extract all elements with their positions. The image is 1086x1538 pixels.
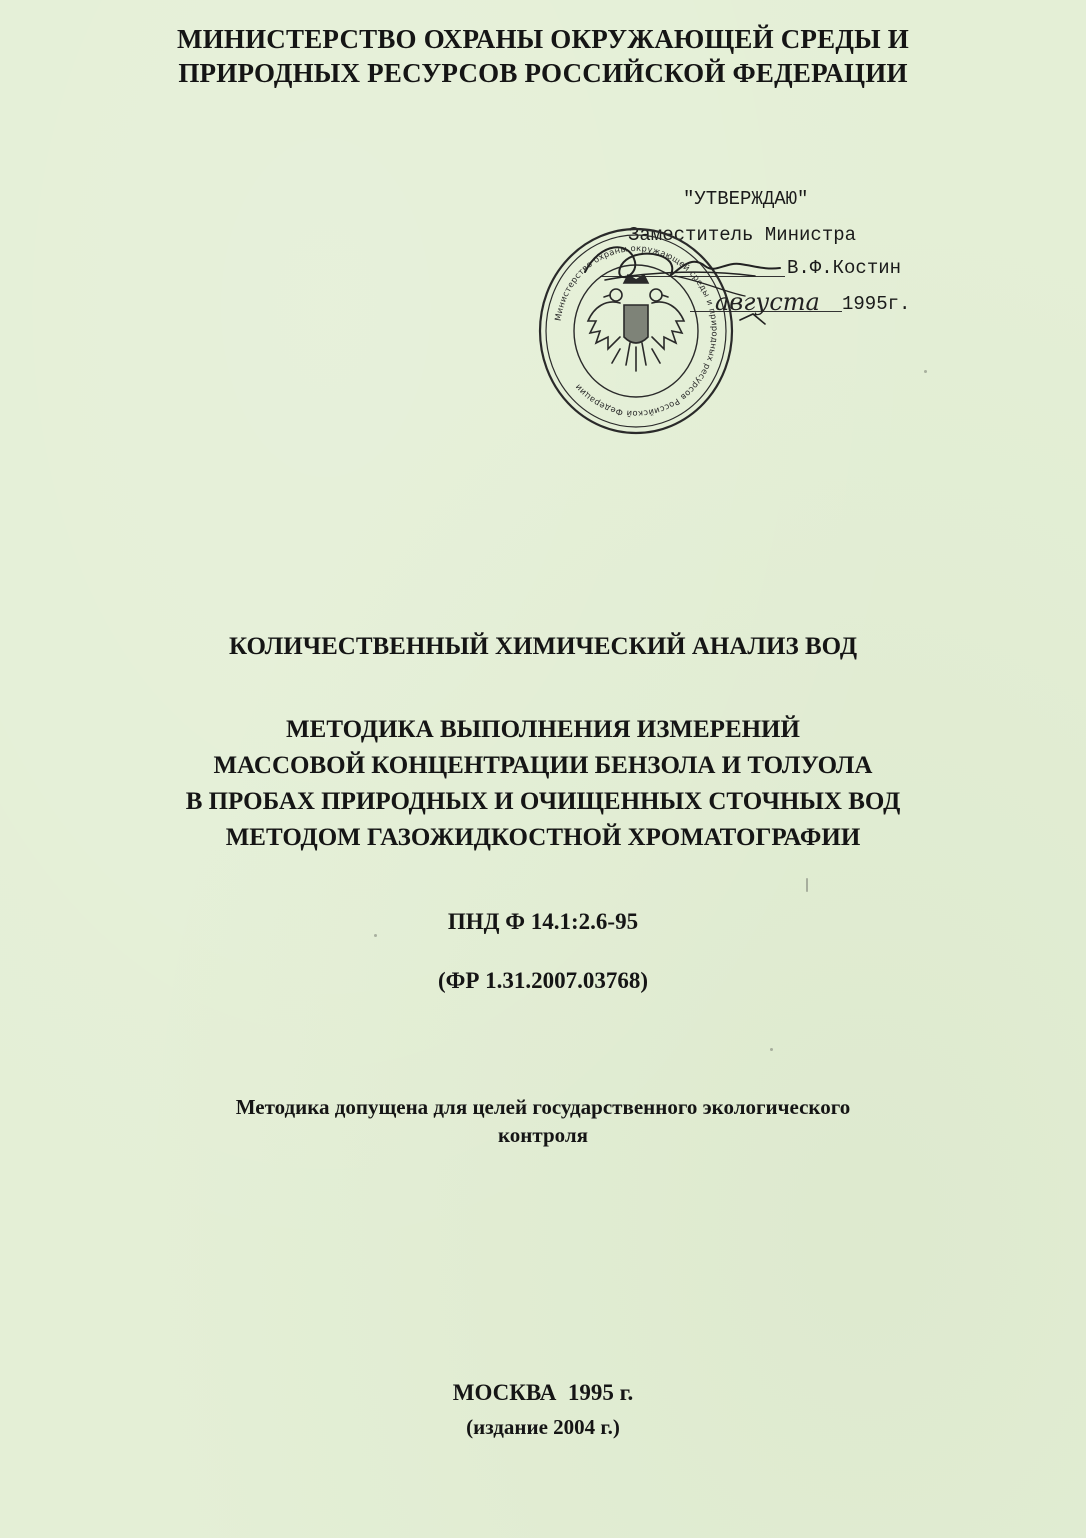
method-title-line-1: МЕТОДИКА ВЫПОЛНЕНИЯ ИЗМЕРЕНИЙ xyxy=(286,716,800,743)
approval-title: "УТВЕРЖДАЮ" xyxy=(683,188,809,210)
document-category-title: КОЛИЧЕСТВЕННЫЙ ХИМИЧЕСКИЙ АНАЛИЗ ВОД xyxy=(228,633,858,660)
ministry-header xyxy=(0,22,1086,90)
approval-year: 1995г. xyxy=(842,293,911,315)
method-title-line-4: МЕТОДОМ ГАЗОЖИДКОСТНОЙ ХРОМАТОГРАФИИ xyxy=(225,824,861,851)
city-year: МОСКВА 1995 г. xyxy=(452,1380,634,1405)
method-title xyxy=(0,712,1086,856)
method-title-line-3: В ПРОБАХ ПРИРОДНЫХ И ОЧИЩЕННЫХ СТОЧНЫХ ВОД xyxy=(185,788,901,815)
approval-note-line-2: контроля xyxy=(497,1123,589,1147)
approval-note xyxy=(0,1093,1086,1149)
scan-speck xyxy=(770,1048,773,1051)
approval-note-line-1: Методика допущена для целей государственного экологического xyxy=(235,1095,851,1119)
registry-number: (ФР 1.31.2007.03768) xyxy=(437,968,649,993)
approval-role: Заместитель Министра xyxy=(628,224,857,246)
document-code: ПНД Ф 14.1:2.6-95 xyxy=(447,909,639,934)
edition-note: (издание 2004 г.) xyxy=(466,1415,620,1439)
scan-speck xyxy=(374,934,377,937)
approver-name: В.Ф.Костин xyxy=(787,257,902,279)
scan-speck xyxy=(924,370,927,373)
handwritten-month: августа xyxy=(715,288,820,316)
seal-ring-text: Министерство охраны окружающей среды и природных ресурсов Российской Федерации xyxy=(552,242,721,420)
ministry-line-1: МИНИСТЕРСТВО ОХРАНЫ ОКРУЖАЮЩЕЙ СРЕДЫ И xyxy=(177,24,909,54)
scan-speck xyxy=(806,878,808,892)
handwritten-signature xyxy=(575,232,825,337)
method-title-line-2: МАССОВОЙ КОНЦЕНТРАЦИИ БЕНЗОЛА И ТОЛУОЛА xyxy=(213,752,873,779)
ministry-line-2: ПРИРОДНЫХ РЕСУРСОВ РОССИЙСКОЙ ФЕДЕРАЦИИ xyxy=(178,58,908,88)
